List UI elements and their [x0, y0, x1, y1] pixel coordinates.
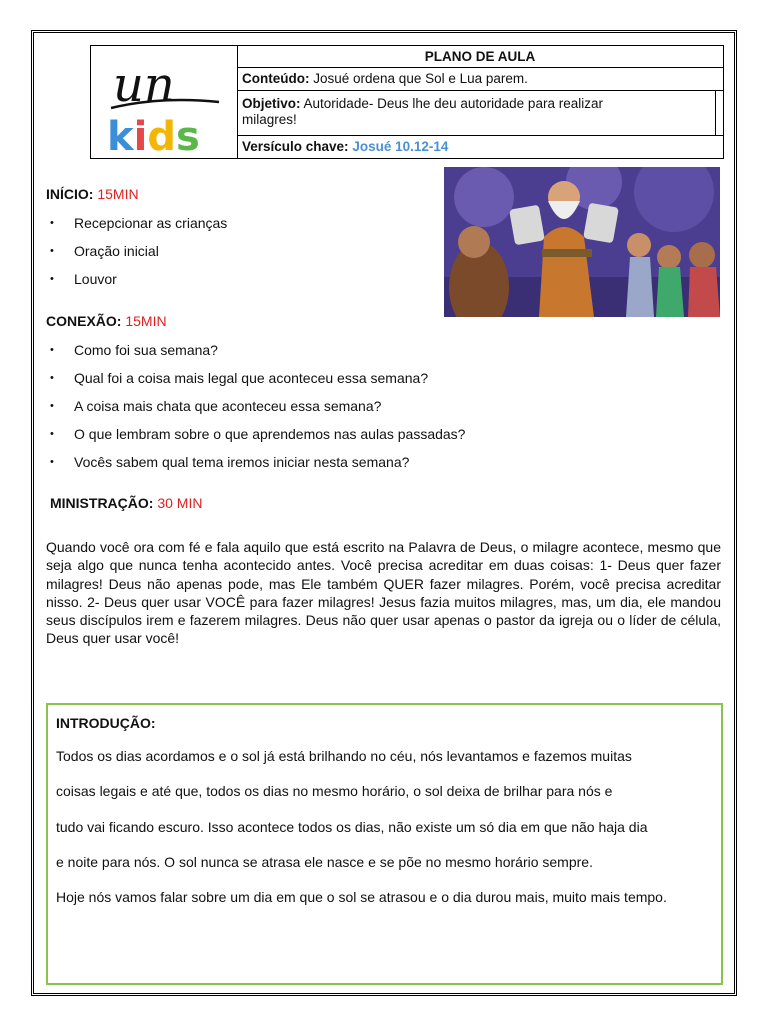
objetivo-row [237, 91, 723, 136]
ministracao-heading: MINISTRAÇÃO: 30 MIN [50, 495, 203, 511]
versiculo-value: Josué 10.12-14 [352, 139, 449, 154]
un-kids-logo [91, 46, 238, 158]
header-title: PLANO DE AULA [237, 46, 723, 68]
objetivo-value-2: milagres! [242, 112, 297, 127]
intro-line: e noite para nós. O sol nunca se atrasa ele nasce e se põe no mesmo horário sempre. [56, 854, 593, 870]
intro-line: coisas legais e até que, todos os dias no mesmo horário, o sol deixa de brilhar para nós e [56, 783, 613, 799]
logo-un-text: un [113, 57, 175, 113]
versiculo-label: Versículo chave: [242, 139, 349, 154]
lesson-plan-header [90, 45, 724, 159]
list-item: • Louvor [46, 270, 227, 298]
inicio-list [46, 214, 227, 298]
logo-kids-text: kids [107, 114, 200, 158]
conexao-heading: CONEXÃO: 15MIN [46, 313, 167, 329]
list-item: • Como foi sua semana? [46, 341, 465, 369]
ministracao-time: 30 MIN [157, 495, 203, 511]
intro-line: Todos os dias acordamos e o sol já está brilhando no céu, nós levantamos e fazemos muitas [56, 748, 632, 764]
conexao-list [46, 341, 465, 481]
introducao-box [46, 703, 723, 985]
intro-line: Hoje nós vamos falar sobre um dia em que o sol se atrasou e o dia durou mais, muito mais tempo. [56, 889, 667, 905]
list-item: • Qual foi a coisa mais legal que aconteceu essa semana? [46, 369, 465, 397]
list-item: • Vocês sabem qual tema iremos iniciar nesta semana? [46, 453, 465, 481]
list-item: • Recepcionar as crianças [46, 214, 227, 242]
conteudo-label: Conteúdo: [242, 71, 310, 86]
conteudo-row [237, 68, 723, 91]
conexao-time: 15MIN [125, 313, 167, 329]
intro-line: tudo vai ficando escuro. Isso acontece todos os dias, não existe um só dia em que não haja dia [56, 819, 648, 835]
objetivo-label: Objetivo: [242, 96, 301, 111]
moses-illustration [444, 167, 720, 317]
versiculo-row [237, 136, 723, 158]
list-item: • O que lembram sobre o que aprendemos nas aulas passadas? [46, 425, 465, 453]
inicio-time: 15MIN [97, 186, 139, 202]
ministracao-paragraph: Quando você ora com fé e fala aquilo que está escrito na Palavra de Deus, o milagre acontece, mesmo que seja algo que nunca tenha acontecido antes. Você precisa acreditar em duas coisas: 1- Deus quer fazer milagres! Deus não apenas pode, mas Ele também QUER fazer milagres. Porém, você precisa acreditar nisso. 2- Deus quer usar VOCÊ para fazer milagres! Jesus fazia muitos milagres, mas, um dia, ele mandou seus discípulos irem e fazerem milagres. Deus não quer usar apenas o pastor da igreja ou o líder de célula, Deus quer usar você! [46, 539, 721, 647]
list-item: • Oração inicial [46, 242, 227, 270]
objetivo-value-1: Autoridade- Deus lhe deu autoridade para realizar [303, 96, 603, 111]
list-item: • A coisa mais chata que aconteceu essa semana? [46, 397, 465, 425]
introducao-heading: INTRODUÇÃO: [56, 715, 156, 731]
conteudo-value: Josué ordena que Sol e Lua parem. [313, 71, 528, 86]
inicio-heading: INÍCIO: 15MIN [46, 186, 139, 202]
